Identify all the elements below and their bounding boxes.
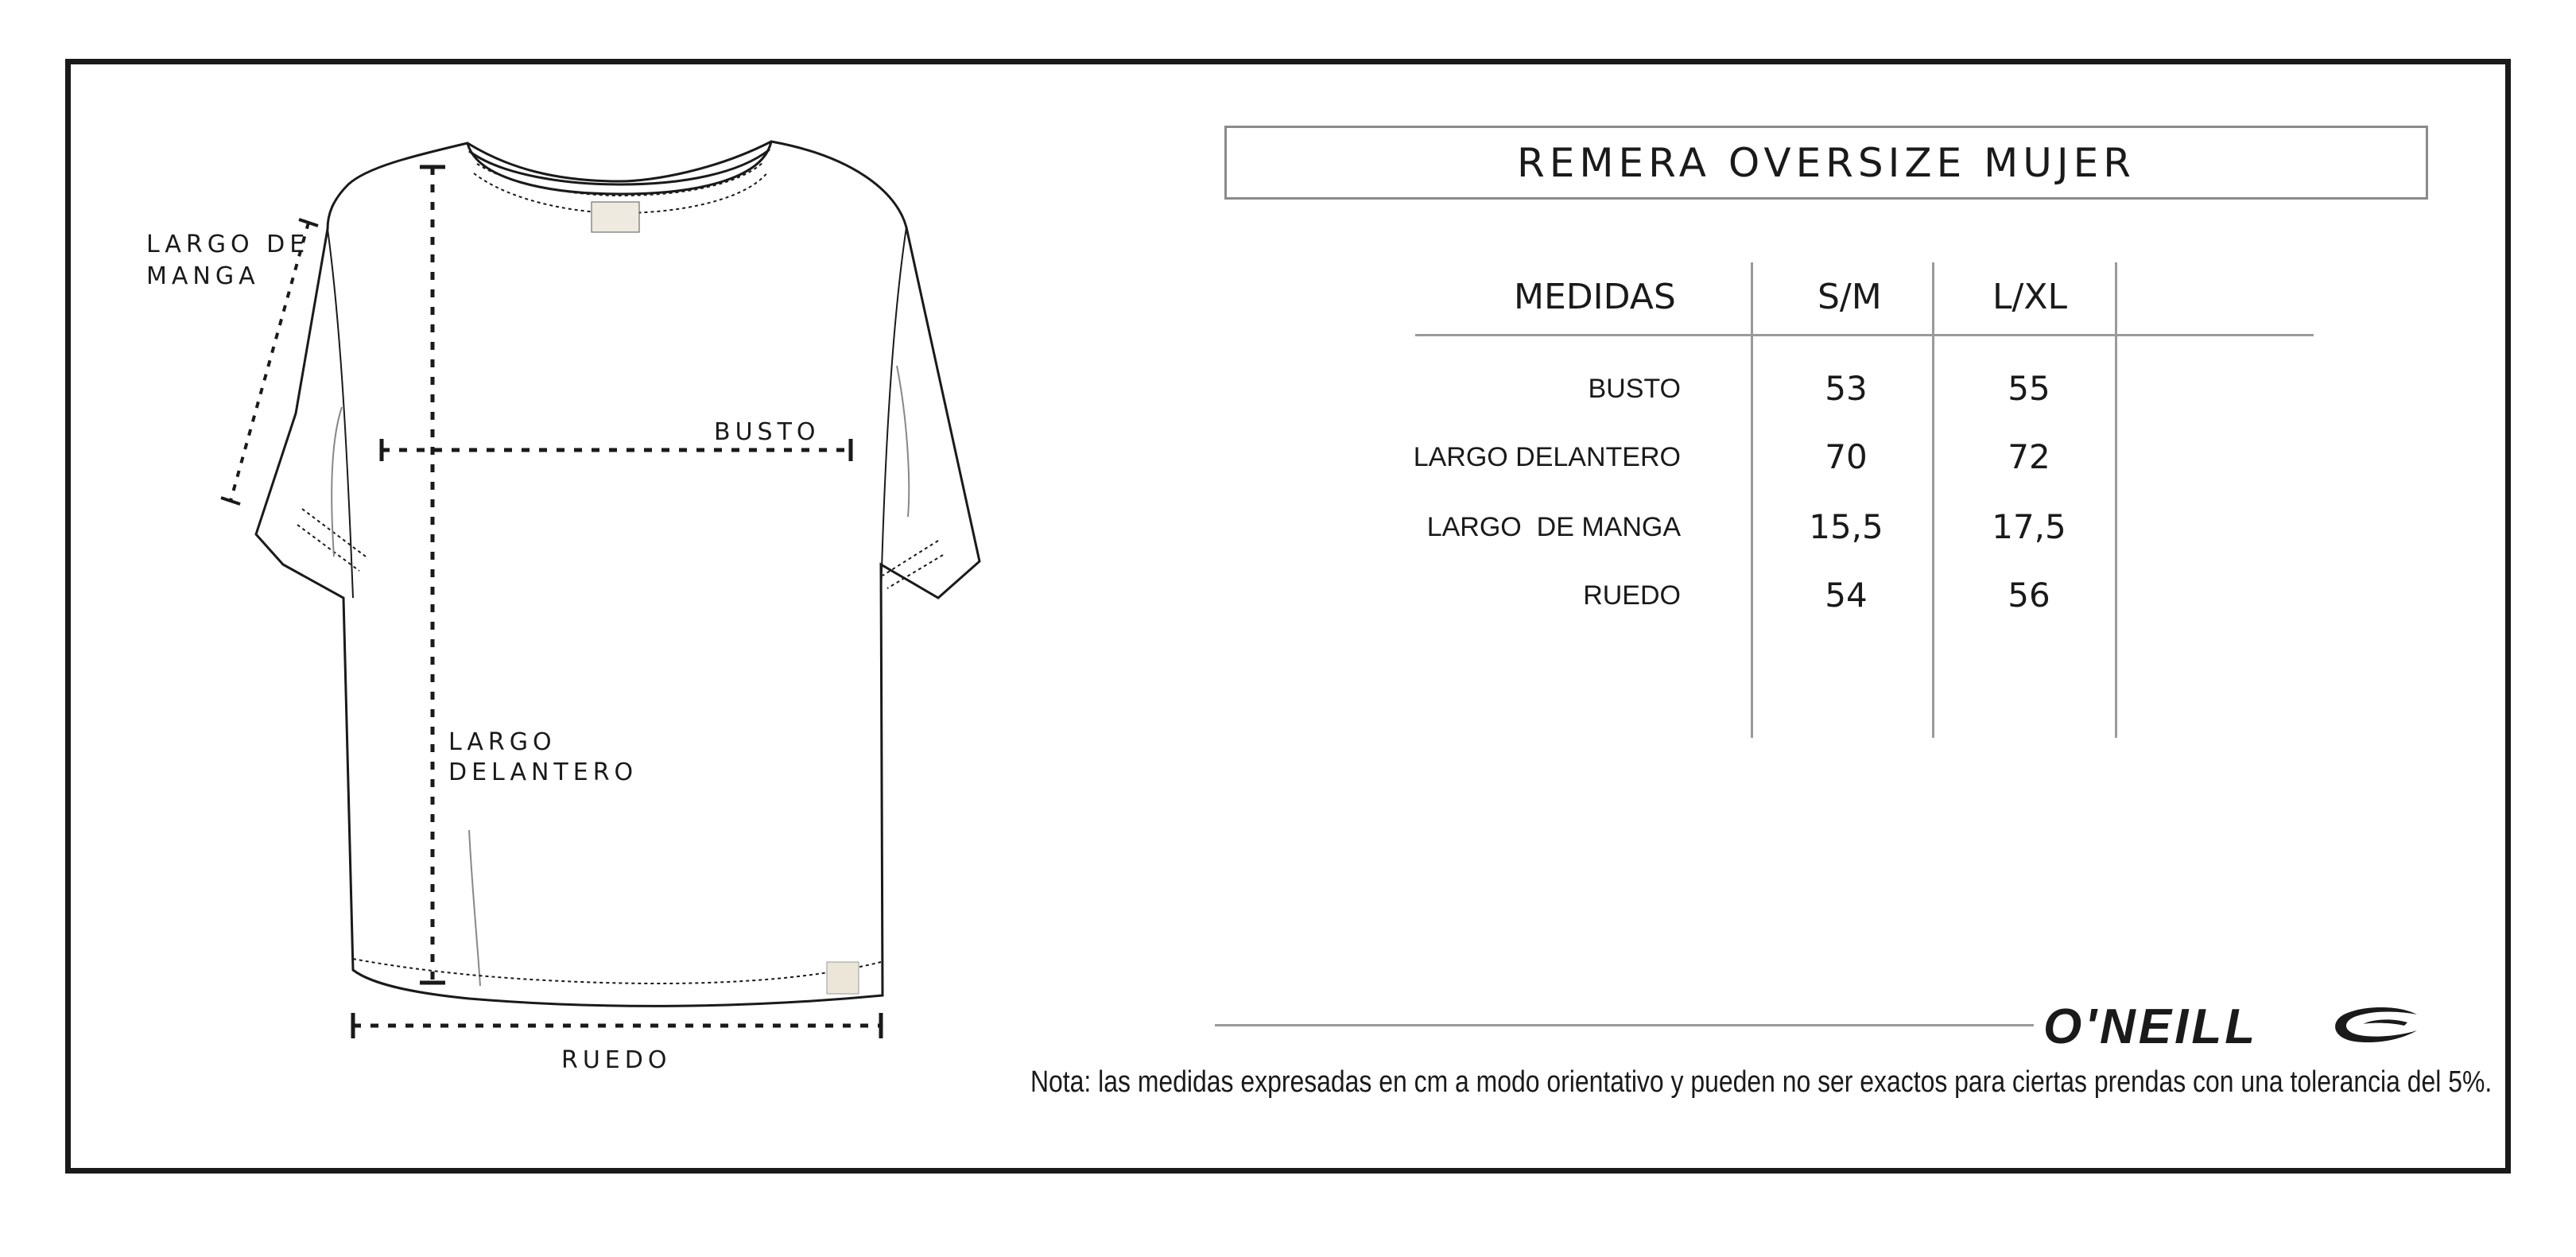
largo-de-manga-label-1: LARGO DE (146, 231, 310, 258)
page-title: REMERA OVERSIZE MUJER (1517, 139, 2136, 186)
tshirt-outline (256, 142, 980, 1006)
cell-value: 54 (1825, 576, 1868, 615)
largo-delantero-label-1: LARGO (448, 728, 557, 756)
ruedo-label: RUEDO (561, 1046, 672, 1074)
cell-value: 53 (1825, 369, 1868, 408)
cell-value: 72 (2008, 437, 2050, 476)
row-label: BUSTO (1588, 374, 1681, 404)
title-box (1224, 126, 2428, 200)
cell-value: 55 (2008, 369, 2050, 408)
footnote: Nota: las medidas expresadas en cm a modo orientativo y pueden no ser exactos para ciertas prendas con una tolerancia del 5%. (1030, 1065, 2493, 1099)
cell-value: 17,5 (1992, 507, 2066, 546)
cell-value: 15,5 (1809, 507, 1884, 546)
row-label: LARGO DE MANGA (1426, 512, 1681, 542)
largo-de-manga-label-2: MANGA (146, 262, 260, 290)
wave-logo-icon (2328, 1003, 2420, 1048)
busto-label: BUSTO (714, 418, 821, 446)
header-size-lxl: L/XL (1992, 277, 2067, 317)
header-medidas: MEDIDAS (1514, 277, 1676, 317)
row-label: RUEDO (1583, 580, 1681, 611)
cell-value: 70 (1825, 437, 1868, 476)
brand-logo: O'NEILL (2043, 999, 2259, 1054)
footer-rule (1215, 1024, 2034, 1026)
largo-delantero-label-2: DELANTERO (448, 758, 638, 786)
cell-value: 56 (2008, 576, 2050, 615)
header-size-sm: S/M (1818, 277, 1882, 317)
row-label: LARGO DELANTERO (1413, 442, 1681, 472)
table-header-rule (1415, 334, 2314, 336)
